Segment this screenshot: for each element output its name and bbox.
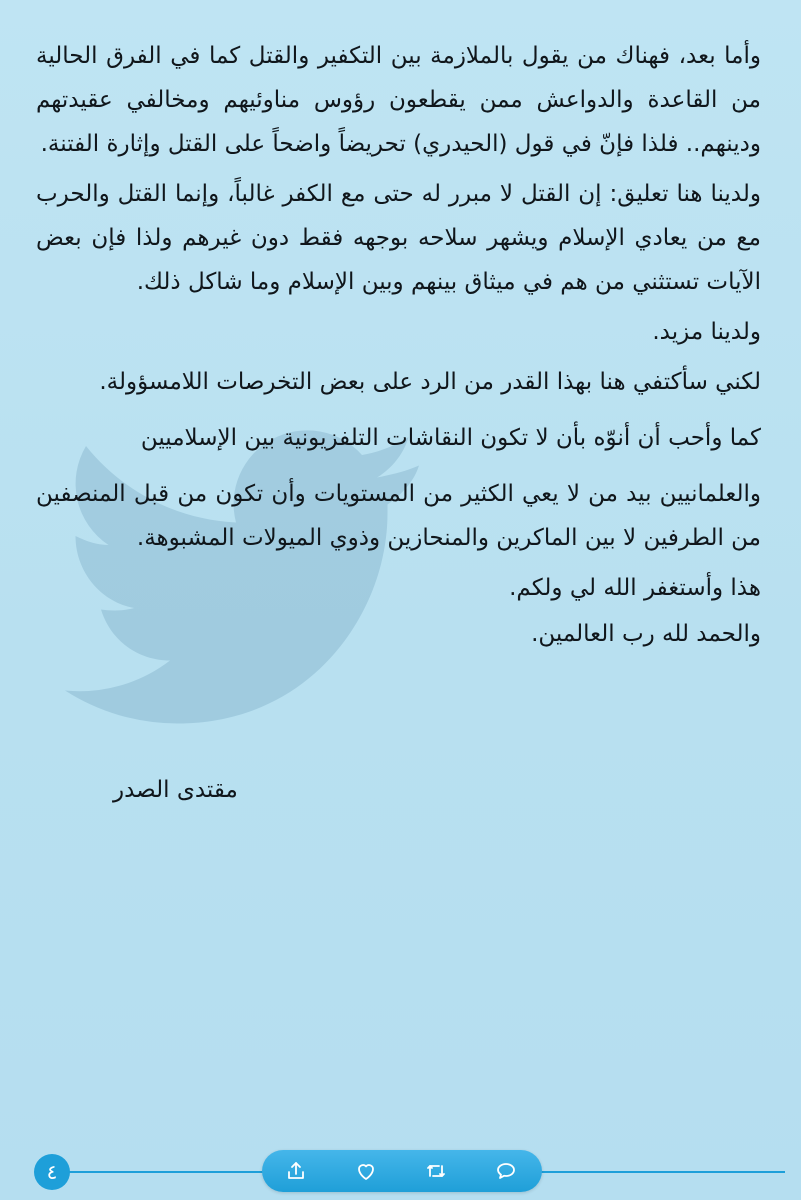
reply-icon [494, 1159, 518, 1183]
paragraph-6: والعلمانيين بيد من لا يعي الكثير من المستويات وأن تكون من قبل المنصفين من الطرفين لا بين الماكرين والمنحازين وذوي الميولات المشبوهة. [36, 481, 761, 551]
footer-bar [0, 1140, 801, 1200]
retweet-icon [424, 1159, 448, 1183]
paragraph-2: ولدينا هنا تعليق: إن القتل لا مبرر له حتى مع الكفر غالباً، وإنما القتل والحرب مع من يعادي الإسلام ويشهر سلاحه بوجهه فقط دون غيرهم ولذا فإن بعض الآيات تستثني من هم في ميثاق بينهم وبين الإسلام وما شاكل ذلك. [36, 181, 761, 295]
share-button[interactable] [284, 1159, 308, 1183]
like-button[interactable] [354, 1159, 378, 1183]
action-bar [262, 1150, 542, 1192]
paragraph-1: وأما بعد، فهناك من يقول بالملازمة بين التكفير والقتل كما في الفرق الحالية من القاعدة والدواعش ممن يقطعون رؤوس مناوئيهم ومخالفي عقيدتهم ودينهم.. فلذا فإنّ في قول (الحيدري) تحريضاً واضحاً على القتل وإثارة الفتنة. [36, 43, 761, 157]
paragraph-5: كما وأحب أن أنوّه بأن لا تكون النقاشات التلفزيونية بين الإسلاميين [140, 425, 761, 451]
share-icon [284, 1159, 308, 1183]
retweet-button[interactable] [424, 1159, 448, 1183]
page-number-badge: ٤ [34, 1154, 70, 1190]
paragraph-4: لكني سأكتفي هنا بهذا القدر من الرد على بعض التخرصات اللامسؤولة. [99, 369, 761, 395]
reply-button[interactable] [494, 1159, 518, 1183]
paragraph-8: والحمد لله رب العالمين. [531, 621, 761, 647]
letter-body [36, 34, 761, 658]
heart-icon [354, 1159, 378, 1183]
paragraph-7: هذا وأستغفر الله لي ولكم. [509, 575, 761, 601]
signature: مقتدى الصدر [113, 777, 238, 803]
paragraph-3: ولدينا مزيد. [652, 319, 761, 345]
